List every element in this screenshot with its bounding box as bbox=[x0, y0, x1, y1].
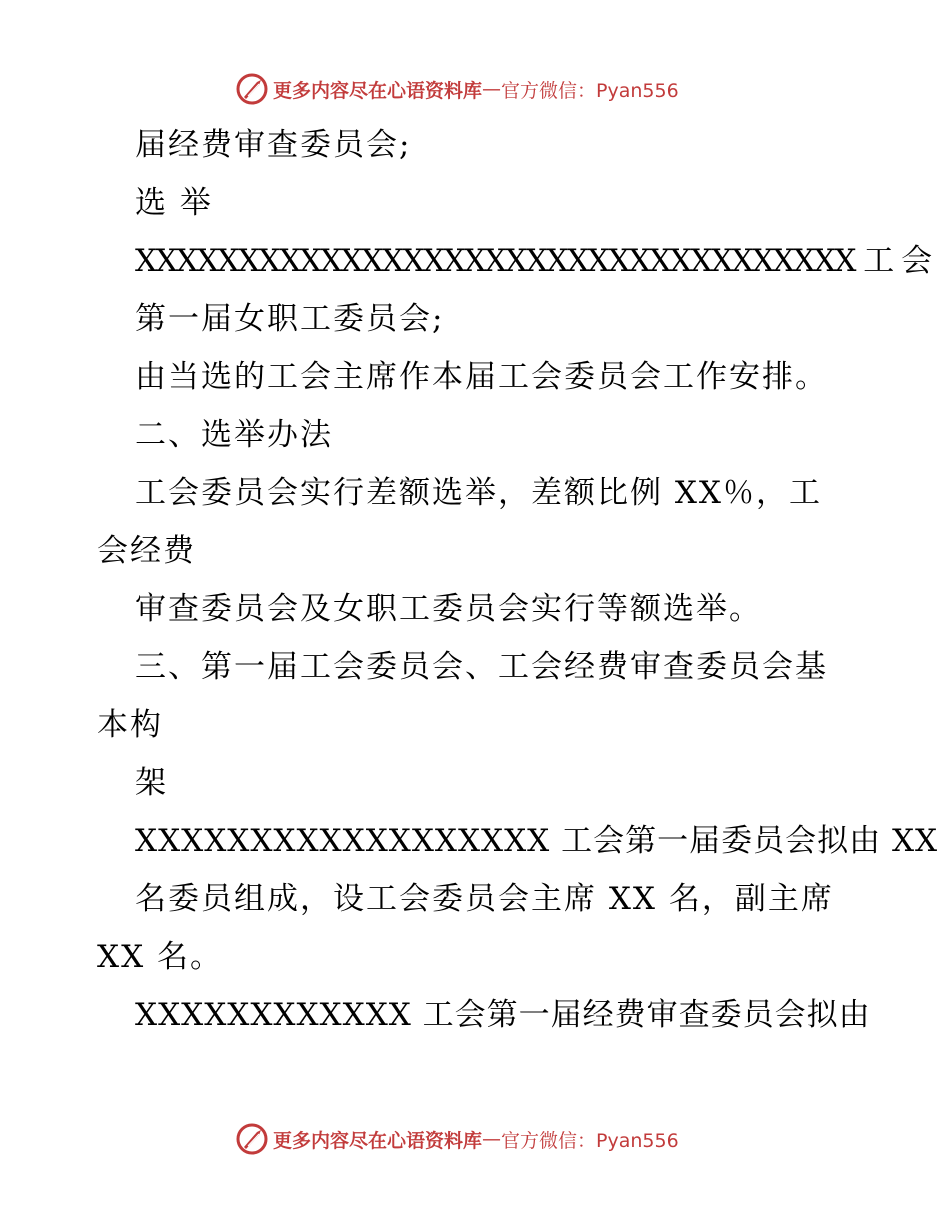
text-line: XXXXXXXXXXXXXXXXXXXXXXXXXXXXXXXXXXX 工 会 bbox=[135, 243, 931, 279]
watermark-dash: — bbox=[482, 1128, 502, 1150]
text-line: XX 名。 bbox=[97, 939, 223, 975]
text-line: XXXXXXXXXXXXXXXXXX 工会第一届委员会拟由 XX bbox=[135, 823, 939, 859]
quill-logo-icon bbox=[235, 1122, 269, 1156]
watermark-name: 更多内容尽在心语资料库 bbox=[273, 79, 483, 102]
text-line: 届经费审查委员会; bbox=[135, 127, 412, 163]
text-line: 名委员组成，设工会委员会主席 XX 名，副主席 bbox=[135, 881, 834, 917]
text-line: 选 举 bbox=[135, 185, 213, 221]
text-line: 由当选的工会主席作本届工会委员会工作安排。 bbox=[135, 359, 828, 395]
watermark-name: 更多内容尽在心语资料库 bbox=[273, 1129, 483, 1152]
text-line: 会经费 bbox=[97, 533, 196, 569]
text-line: 本构 bbox=[97, 707, 163, 743]
text-line: 工会委员会实行差额选举，差额比例 XX％，工 bbox=[135, 475, 822, 511]
watermark-wechat: 官方微信：Pyan556 bbox=[501, 79, 679, 102]
text-line: 审查委员会及女职工委员会实行等额选举。 bbox=[135, 591, 762, 627]
watermark-footer bbox=[235, 1122, 679, 1156]
text-line: 三、第一届工会委员会、工会经费审查委员会基 bbox=[135, 649, 828, 685]
watermark-wechat: 官方微信：Pyan556 bbox=[501, 1129, 679, 1152]
text-line: 架 bbox=[135, 765, 168, 801]
watermark-header bbox=[235, 72, 679, 106]
quill-logo-icon bbox=[235, 72, 269, 106]
text-line: 第一届女职工委员会; bbox=[135, 301, 445, 337]
text-line: 二、选举办法 bbox=[135, 417, 333, 453]
text-line: XXXXXXXXXXXX 工会第一届经费审查委员会拟由 bbox=[135, 997, 871, 1033]
watermark-dash: — bbox=[482, 78, 502, 100]
